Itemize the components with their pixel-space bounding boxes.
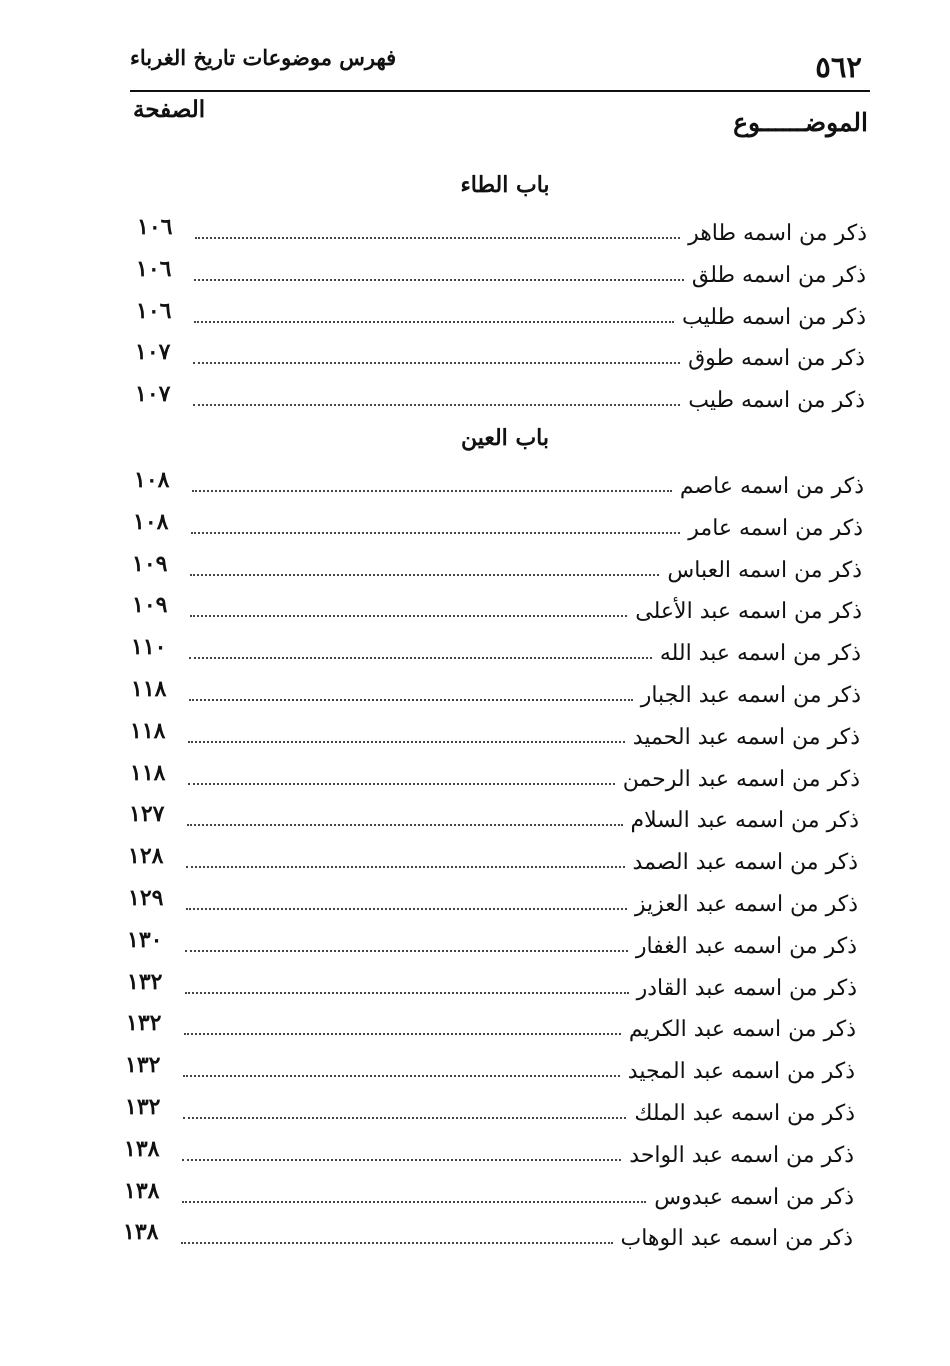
index-entry — [181, 1215, 853, 1251]
entry-title: ذكر من اسمه طوق — [688, 346, 865, 372]
index-entry — [182, 1174, 854, 1210]
index-entry — [185, 923, 857, 959]
index-entry — [193, 377, 865, 413]
dot-leader — [182, 1158, 621, 1161]
entry-title: ذكر من اسمه عبد العزيز — [634, 892, 858, 917]
index-entry — [185, 965, 857, 1001]
entry-page-number: ١١٨ — [131, 676, 167, 702]
entry-page-number: ١٠٦ — [136, 297, 172, 324]
index-entry — [193, 335, 865, 371]
index-entry — [186, 839, 858, 875]
entry-title: ذكر من اسمه عبد الكريم — [628, 1017, 856, 1043]
entry-page-number: ١٣٨ — [124, 1135, 160, 1162]
index-entry — [184, 1006, 856, 1042]
dot-leader — [185, 949, 628, 952]
dot-leader — [192, 489, 672, 492]
dot-leader — [186, 907, 627, 910]
entry-title: ذكر من اسمه عبد الملك — [634, 1101, 855, 1126]
entry-page-number: ١٠٨ — [134, 467, 170, 493]
index-entry — [195, 210, 867, 246]
entry-page-number: ١٣٨ — [124, 1177, 160, 1204]
dot-leader — [187, 823, 623, 826]
entry-title: ذكر من اسمه عامر — [688, 515, 863, 541]
entry-page-number: ١٠٦ — [136, 255, 172, 282]
index-entry — [189, 672, 861, 708]
entry-title: ذكر من اسمه طاهر — [688, 221, 867, 246]
dot-leader — [188, 782, 615, 785]
index-entry — [186, 881, 858, 917]
dot-leader — [193, 361, 680, 364]
entry-page-number: ١٠٦ — [137, 214, 173, 240]
topic-column-header: الموضــــــوع — [733, 108, 868, 137]
dot-leader — [189, 656, 652, 659]
entry-page-number: ١٠٩ — [132, 592, 168, 619]
entry-page-number: ١٠٨ — [133, 508, 169, 535]
entry-title: ذكر من اسمه عبد الصمد — [632, 850, 858, 876]
dot-leader — [182, 1200, 646, 1203]
entry-page-number: ١٠٧ — [135, 381, 171, 408]
index-entry — [190, 547, 862, 583]
entry-title: ذكر من اسمه عبد الجبار — [640, 683, 861, 708]
dot-leader — [194, 278, 684, 281]
dot-leader — [183, 1074, 620, 1077]
running-header — [130, 40, 870, 92]
entry-title: ذكر من اسمه عبد الحميد — [632, 724, 860, 750]
dot-leader — [190, 573, 659, 576]
entry-title: ذكر من اسمه عبد المجيد — [627, 1059, 855, 1085]
section-title: باب الطاء — [460, 172, 550, 198]
entry-title: ذكر من اسمه طيب — [688, 388, 865, 414]
entry-title: ذكر من اسمه عبدوس — [654, 1184, 854, 1210]
entry-title: ذكر من اسمه عبد الوهاب — [620, 1226, 853, 1252]
dot-leader — [185, 991, 629, 994]
index-entry — [183, 1090, 855, 1126]
index-entry — [189, 630, 861, 666]
entry-title: ذكر من اسمه عبد الله — [659, 641, 861, 667]
running-title: فهرس موضوعات تاريخ الغرباء — [130, 45, 397, 70]
dot-leader — [190, 614, 627, 617]
entry-page-number: ١٢٩ — [128, 885, 164, 911]
entry-title: ذكر من اسمه طليب — [681, 304, 866, 330]
entry-title: ذكر من اسمه عبد القادر — [636, 975, 857, 1001]
index-entry — [192, 463, 864, 499]
entry-title: ذكر من اسمه طلق — [691, 262, 866, 288]
dot-leader — [191, 531, 680, 534]
page-column-header: الصفحة — [133, 96, 206, 123]
entry-title: ذكر من اسمه عبد الغفار — [635, 933, 857, 959]
dot-leader — [186, 865, 625, 868]
dot-leader — [194, 320, 674, 323]
index-entry — [194, 294, 866, 330]
page-number: ٥٦٢ — [815, 50, 862, 84]
index-entry — [182, 1132, 854, 1168]
entry-page-number: ١١٨ — [130, 759, 166, 786]
dot-leader — [183, 1116, 626, 1119]
entry-title: ذكر من اسمه عبد السلام — [630, 808, 859, 834]
index-entry — [188, 756, 860, 792]
entry-page-number: ١٢٨ — [128, 843, 164, 870]
index-entry — [194, 252, 866, 288]
entry-page-number: ١٠٧ — [135, 339, 171, 366]
entry-page-number: ١٠٩ — [132, 550, 168, 577]
index-entry — [190, 588, 862, 624]
entry-title: ذكر من اسمه عبد الأعلى — [635, 599, 862, 625]
entry-title: ذكر من اسمه عبد الواحد — [629, 1142, 854, 1168]
entry-page-number: ١١٨ — [130, 717, 166, 744]
entry-page-number: ١٣٢ — [125, 1094, 161, 1120]
entry-page-number: ١٣٠ — [127, 926, 163, 953]
dot-leader — [193, 403, 680, 406]
entry-title: ذكر من اسمه العباس — [667, 557, 862, 583]
index-entry — [183, 1048, 855, 1084]
entry-page-number: ١٣٢ — [126, 1010, 162, 1037]
dot-leader — [189, 698, 633, 701]
dot-leader — [184, 1032, 621, 1035]
entry-page-number: ١٣٢ — [127, 968, 163, 995]
entry-page-number: ١٣٨ — [123, 1219, 159, 1246]
entry-title: ذكر من اسمه عبد الرحمن — [622, 766, 860, 792]
index-entry — [188, 714, 860, 750]
entry-page-number: ١٢٧ — [129, 801, 165, 828]
dot-leader — [188, 740, 625, 743]
dot-leader — [195, 236, 680, 239]
entry-title: ذكر من اسمه عاصم — [679, 474, 864, 499]
dot-leader — [181, 1241, 613, 1244]
section-title: باب العين — [460, 425, 549, 451]
entry-page-number: ١١٠ — [131, 634, 167, 661]
index-entry — [191, 505, 863, 541]
entry-page-number: ١٣٢ — [125, 1052, 161, 1079]
index-entry — [187, 797, 859, 833]
